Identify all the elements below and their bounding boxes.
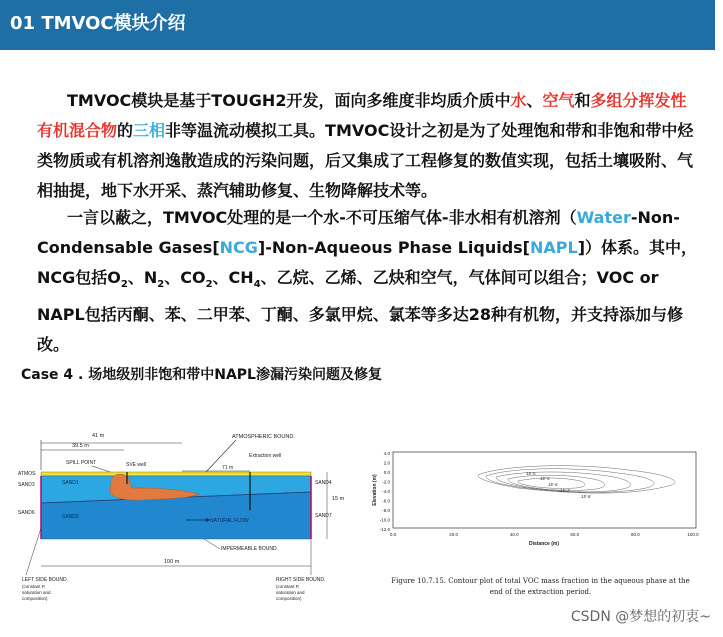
y-tick: -2.0: [382, 479, 390, 485]
section-title: 01 TMVOC模块介绍: [10, 13, 186, 34]
highlight-voc-mixture: 多组分挥发性有机混合物: [37, 91, 687, 140]
dim-100-label: 100 m: [164, 559, 180, 565]
atmospheric-bound-label: ATMOSPHERIC BOUND.: [232, 434, 295, 440]
natural-flow-label: NATURAL FLOW: [210, 518, 249, 524]
extraction-well-label: Extraction well: [249, 453, 282, 459]
dim-41-label: 41 m: [92, 433, 105, 439]
x-tick: 0.0: [389, 532, 397, 537]
contour-label: 1E-6: [548, 482, 558, 487]
sand3-label: SAND3: [18, 482, 35, 488]
x-axis-label: Distance (m): [528, 541, 560, 547]
subscript-ch4: 4: [253, 279, 261, 291]
contour-label: 1E-8: [581, 494, 591, 499]
y-tick: -8.0: [382, 508, 390, 513]
y-tick: -10.0: [379, 517, 390, 523]
watermark: CSDN @梦想的初衷~: [570, 609, 711, 625]
atmos-layer: [41, 472, 311, 476]
system-text-3: ]-Non-Aqueous Phase Liquids[: [257, 238, 530, 257]
sand6-label: SAND6: [18, 510, 35, 516]
intro-text-1: TMVOC模块是基于TOUGH2开发，面向多维度非均质介质中: [67, 91, 511, 110]
subscript-n2: 2: [157, 279, 165, 291]
highlight-air: 空气: [542, 91, 575, 110]
right-bound-label-2: (constant P,: [276, 584, 300, 589]
dim-395-label: 39.5 m: [72, 443, 89, 449]
contour-label: 1E-7: [560, 488, 570, 493]
intro-paragraph: [37, 86, 697, 206]
system-text-2: -Non-Condensable Gases[: [37, 208, 680, 257]
spill-point-label: SPILL POINT: [66, 460, 97, 466]
site-schematic-figure: [14, 428, 359, 613]
y-tick: 0.0: [383, 470, 390, 475]
intro-text-2: 非等温流动模拟工具。TMVOC设计之初是为了处理饱和带和非饱和带中烃类物质或有机溶剂逸散造成的污染问题，后又集成了工程修复的数值实现，包括土壤吸附、气相抽提，地下水开采、蒸汽辅助修复、生物降解技术等。: [37, 121, 694, 200]
x-tick: 100.0: [687, 532, 699, 537]
system-text-8: 、乙烷、乙烯、乙炔和空气，气体间可以组合；VOC or NAPL包括丙酮、苯、二甲苯、丁酮、多氯甲烷、氯苯等多达28种有机物，并支持添加与修改。: [37, 268, 683, 355]
left-bound-label-2: (constant P,: [22, 584, 46, 589]
right-bound-label-4: composition): [276, 596, 302, 601]
dim-15-label: 15 m: [332, 496, 345, 502]
subscript-co2: 2: [205, 279, 213, 291]
system-text-6: 、CO: [164, 268, 206, 287]
y-axis-label: Elevation (m): [372, 474, 378, 506]
highlight-ncg: NCG: [219, 238, 258, 257]
intro-sep-1: 、: [526, 91, 543, 110]
subscript-o2: 2: [120, 279, 128, 291]
impermeable-bound-label: IMPERMEABLE BOUND.: [221, 546, 278, 552]
left-bound-label-4: composition): [22, 596, 48, 601]
y-tick: -12.0: [379, 527, 390, 532]
right-bound-label-1: RIGHT SIDE BOUND.: [276, 577, 326, 583]
contour-label: 1E-5: [540, 476, 550, 481]
highlight-napl: NAPL: [529, 238, 578, 257]
intro-sep-2: 和: [574, 91, 591, 110]
atmos-label: ATMOS: [18, 471, 36, 477]
left-bound-pointer: [26, 528, 41, 575]
system-text-5: 、N: [127, 268, 158, 287]
highlight-water-en: Water: [576, 208, 631, 227]
x-tick: 40.0: [509, 532, 519, 537]
x-tick: 60.0: [570, 532, 580, 537]
y-tick: 4.0: [383, 451, 390, 456]
left-bound-label-3: saturation and: [22, 590, 51, 595]
left-bound-label-1: LEFT SIDE BOUND.: [22, 577, 69, 583]
figure-caption: Figure 10.7.15. Contour plot of total VOC mass fraction in the aqueous phase at the end of the extraction period.: [391, 577, 690, 596]
impermeable-pointer: [204, 539, 220, 549]
sand2-label: SAND2: [62, 514, 79, 520]
sand1-label: SAND1: [62, 480, 79, 486]
highlight-water: 水: [510, 91, 527, 110]
system-paragraph: [37, 203, 697, 360]
system-text-1: 一言以蔽之，TMVOC处理的是一个水-不可压缩气体-非水相有机溶剂（: [67, 208, 577, 227]
x-tick: 20.0: [449, 532, 458, 537]
system-text-7: 、CH: [212, 268, 254, 287]
system-text-4: ]）体系。其中，NCG包括O: [37, 238, 698, 287]
right-bound-label-3: saturation and: [276, 590, 305, 595]
sve-well-label: SVE well: [126, 462, 147, 468]
section-header: [0, 0, 715, 50]
sand7-label: SAND7: [315, 513, 332, 519]
y-tick: -6.0: [382, 498, 390, 504]
y-tick: -4.0: [382, 489, 390, 494]
dim-71-label: 71 m: [222, 465, 234, 471]
sand4-label: SAND4: [315, 480, 332, 486]
intro-sep-3: 的: [117, 121, 134, 140]
highlight-three-phase: 三相: [133, 121, 166, 140]
case-title: Case 4 . 场地级别非饱和带中NAPL渗漏污染问题及修复: [21, 367, 382, 383]
contour-label: 1E-5: [526, 471, 536, 476]
y-tick: 2.0: [383, 460, 390, 466]
x-tick: 80.0: [631, 532, 640, 537]
